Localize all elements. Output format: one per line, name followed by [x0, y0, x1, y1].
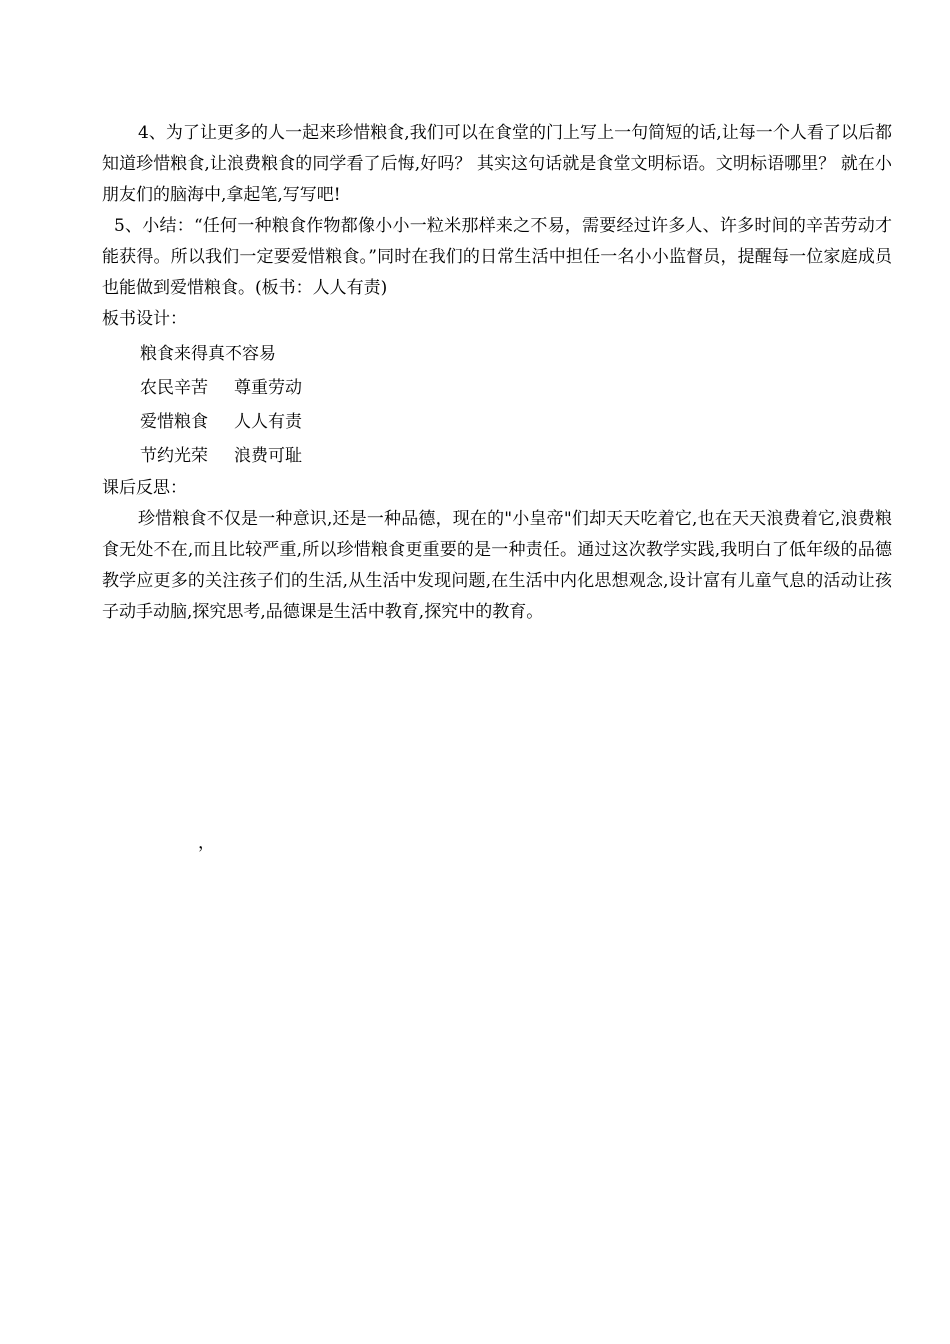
stray-comma-mark: ， — [198, 833, 215, 853]
board-row-right: 人人有责 — [234, 412, 302, 432]
board-title-text: 粮食来得真不容易 — [140, 344, 276, 364]
board-row-left: 农民辛苦 — [140, 378, 208, 398]
board-title — [140, 337, 892, 371]
paragraph-step-5-summary: 5、小结：“任何一种粮食作物都像小小一粒米那样来之不易，需要经过许多人、许多时间的辛苦劳动才能获得。所以我们一定要爱惜粮食。”同时在我们的日常生活中担任一名小小监督员，提醒每一位家庭成员也能做到爱惜粮食。(板书：人人有责) — [102, 216, 892, 298]
document-page — [102, 118, 892, 628]
board-row-right: 浪费可耻 — [234, 446, 302, 466]
board-row — [140, 439, 892, 473]
board-row — [140, 405, 892, 439]
reflection-heading: 课后反思： — [102, 478, 187, 498]
board-row — [140, 371, 892, 405]
board-design-heading: 板书设计： — [102, 309, 187, 329]
paragraph-step-4: 4、为了让更多的人一起来珍惜粮食,我们可以在食堂的门上写上一句简短的话,让每一个人看了以后都知道珍惜粮食,让浪费粮食的同学看了后悔,好吗？ 其实这句话就是食堂文明标语。文明标语哪里？ 就在小朋友们的脑海中,拿起笔,写写吧! — [102, 123, 892, 205]
board-row-right: 尊重劳动 — [234, 378, 302, 398]
board-row-left: 爱惜粮食 — [140, 412, 208, 432]
board-row-left: 节约光荣 — [140, 446, 208, 466]
reflection-paragraph: 珍惜粮食不仅是一种意识,还是一种品德，现在的"小皇帝"们却天天吃着它,也在天天浪费着它,浪费粮食无处不在,而且比较严重,所以珍惜粮食更重要的是一种责任。通过这次教学实践,我明白了低年级的品德教学应更多的关注孩子们的生活,从生活中发现问题,在生活中内化思想观念,设计富有儿童气息的活动让孩子动手动脑,探究思考,品德课是生活中教育,探究中的教育。 — [102, 509, 892, 622]
board-design — [140, 337, 892, 473]
